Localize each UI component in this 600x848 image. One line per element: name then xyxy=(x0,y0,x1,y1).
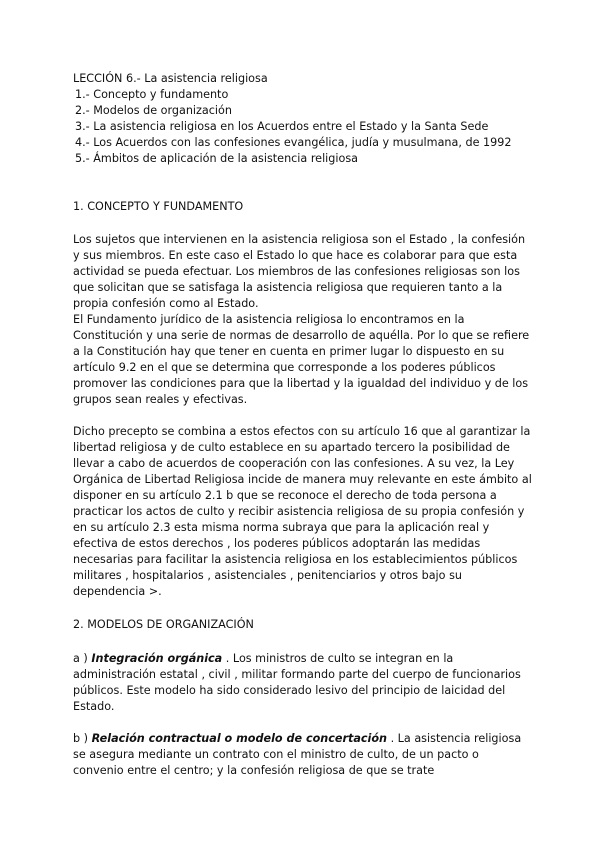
item-b-term: Relación contractual o modelo de concertación xyxy=(91,732,388,745)
section-1-heading: 1. CONCEPTO Y FUNDAMENTO xyxy=(73,200,244,213)
toc-item: 3.- La asistencia religiosa en los Acuerdos entre el Estado y la Santa Sede xyxy=(75,120,489,133)
section-1-paragraph-1: Los sujetos que intervienen en la asistencia religiosa son el Estado , la confesión y sus miembros. En este caso el Estado lo que hace es colaborar para que esta actividad se pueda efectuar. Los miembros de las confesiones religiosas son los que solicitan que se satisfaga la asistencia religiosa que requieren tanto a la propia confesión como al Estado. xyxy=(73,233,526,310)
item-a-prefix: a ) xyxy=(73,652,92,665)
item-b-text: . La asistencia religiosa se asegura mediante un contrato con el ministro de culto, de un pacto o convenio entre el centro; y la confesión religiosa de que se trate xyxy=(73,732,522,777)
toc-item: 2.- Modelos de organización xyxy=(75,104,232,117)
section-1-paragraph-3: Dicho precepto se combina a estos efectos con su artículo 16 que al garantizar la libertad religiosa y de culto establece en su apartado tercero la posibilidad de llevar a cabo de acuerdos de cooperación con las confesiones. A su vez, la Ley Orgánica de Libertad Religiosa incide de manera muy relevante en este ámbito al disponer en su artículo 2.1 b que se reconoce el derecho de toda persona a practicar los actos de culto y recibir asistencia religiosa de su propia confesión y en su artículo 2.3 esta misma norma subraya que para la aplicación real y efectiva de estos derechos , los poderes públicos adoptarán las medidas necesarias para facilitar la asistencia religiosa en los establecimientos públicos militares , hospitalarios , asistenciales , penitenciarios y otros bajo su dependencia >. xyxy=(73,425,532,598)
section-2-item-a xyxy=(73,651,533,715)
toc-item: 5.- Ámbitos de aplicación de la asistencia religiosa xyxy=(75,152,359,165)
section-1-paragraph-2: El Fundamento jurídico de la asistencia religiosa lo encontramos en la Constitución y una serie de normas de desarrollo de aquélla. Por lo que se refiere a la Constitución hay que tener en cuenta en primer lugar lo dispuesto en su artículo 9.2 en el que se determina que corresponde a los poderes públicos promover las condiciones para que la libertad y la igualdad del individuo y de los grupos sean reales y efectivas. xyxy=(73,313,530,406)
lesson-title: LECCIÓN 6.- La asistencia religiosa xyxy=(73,72,268,85)
item-b-prefix: b ) xyxy=(73,732,92,745)
document-body xyxy=(73,71,533,779)
toc-item: 4.- Los Acuerdos con las confesiones evangélica, judía y musulmana, de 1992 xyxy=(75,136,512,149)
table-of-contents xyxy=(73,87,533,167)
section-2-item-b xyxy=(73,731,533,779)
item-a-term: Integración orgánica xyxy=(91,652,223,665)
toc-item: 1.- Concepto y fundamento xyxy=(75,88,229,101)
item-a-text: . Los ministros de culto se integran en la administración estatal , civil , militar formando parte del cuerpo de funcionarios públicos. Este modelo ha sido considerado lesivo del principio de laicidad del Estado. xyxy=(73,652,521,713)
section-2-heading: 2. MODELOS DE ORGANIZACIÓN xyxy=(73,618,254,631)
